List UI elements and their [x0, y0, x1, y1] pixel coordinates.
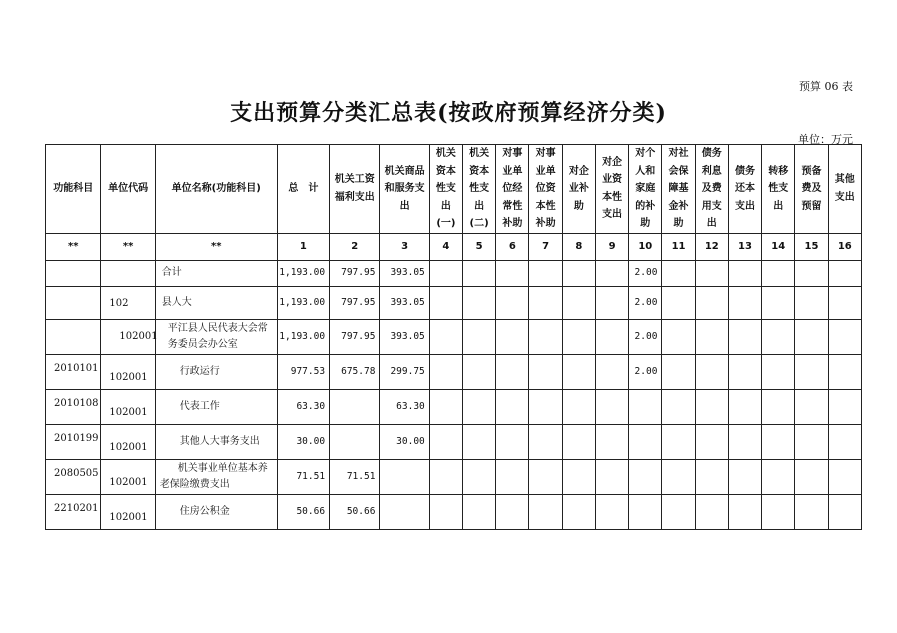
- index-cell: **: [46, 233, 101, 260]
- amount-c14: [762, 494, 795, 529]
- amount-c5: [463, 286, 496, 319]
- amount-c11: [662, 260, 695, 286]
- amount-c9: [595, 389, 628, 424]
- amount-total: 1,193.00: [277, 260, 329, 286]
- amount-c6: [496, 260, 529, 286]
- amount-total: 63.30: [277, 389, 329, 424]
- header-c10: 对个人和家庭的补助: [629, 145, 662, 234]
- amount-c3: 393.05: [380, 319, 429, 354]
- header-unit-name: 单位名称(功能科目): [155, 145, 277, 234]
- amount-c14: [762, 260, 795, 286]
- table-row: [46, 319, 862, 354]
- amount-c9: [595, 424, 628, 459]
- amount-c4: [429, 260, 462, 286]
- header-row: [46, 145, 862, 234]
- amount-c2: [330, 424, 380, 459]
- amount-c13: [728, 389, 761, 424]
- unit-label: 单位：万元: [798, 133, 853, 146]
- unit-code: 102001: [109, 476, 148, 488]
- unit-code: 102001: [109, 441, 148, 453]
- amount-c2: 797.95: [330, 260, 380, 286]
- amount-c16: [828, 459, 861, 494]
- func-code-cell: [46, 494, 101, 529]
- func-code: 2210201: [54, 502, 99, 514]
- func-code-cell: [46, 389, 101, 424]
- amount-c6: [496, 319, 529, 354]
- amount-c5: [463, 424, 496, 459]
- amount-c15: [795, 319, 828, 354]
- header-unit-code: 单位代码: [101, 145, 155, 234]
- amount-c12: [695, 494, 728, 529]
- func-code: 2080505: [54, 467, 99, 479]
- amount-c2: 675.78: [330, 354, 380, 389]
- func-code: 2010108: [54, 397, 99, 409]
- amount-c6: [496, 389, 529, 424]
- amount-c12: [695, 319, 728, 354]
- index-cell: 9: [595, 233, 628, 260]
- unit-name-cell: 其他人大事务支出: [155, 424, 277, 459]
- amount-c5: [463, 260, 496, 286]
- amount-c10: 2.00: [629, 260, 662, 286]
- index-cell: 16: [828, 233, 861, 260]
- unit-code-cell: [101, 424, 155, 459]
- header-c8: 对企业补助: [562, 145, 595, 234]
- header-c5: 机关资本性支出(二): [463, 145, 496, 234]
- amount-c11: [662, 389, 695, 424]
- amount-c3: [380, 459, 429, 494]
- amount-c14: [762, 319, 795, 354]
- unit-code: 102: [109, 297, 129, 309]
- index-cell: 7: [529, 233, 562, 260]
- amount-c16: [828, 354, 861, 389]
- amount-c8: [562, 354, 595, 389]
- func-code-cell: [46, 459, 101, 494]
- header-c14: 转移性支出: [762, 145, 795, 234]
- amount-c7: [529, 424, 562, 459]
- header-c15: 预备费及预留: [795, 145, 828, 234]
- amount-c16: [828, 319, 861, 354]
- table-row: [46, 459, 862, 494]
- index-cell: 1: [277, 233, 329, 260]
- amount-c16: [828, 424, 861, 459]
- func-code: 2010199: [54, 432, 99, 444]
- func-code-cell: [46, 286, 101, 319]
- amount-total: 71.51: [277, 459, 329, 494]
- amount-c5: [463, 459, 496, 494]
- amount-c6: [496, 459, 529, 494]
- unit-code: 102001: [109, 371, 148, 383]
- amount-c3: 393.05: [380, 260, 429, 286]
- amount-c16: [828, 494, 861, 529]
- amount-c4: [429, 424, 462, 459]
- amount-c9: [595, 459, 628, 494]
- header-c7: 对事业单位资本性补助: [529, 145, 562, 234]
- amount-c8: [562, 494, 595, 529]
- header-c13: 债务还本支出: [728, 145, 761, 234]
- index-cell: 11: [662, 233, 695, 260]
- amount-c4: [429, 459, 462, 494]
- amount-c12: [695, 459, 728, 494]
- amount-c4: [429, 389, 462, 424]
- header-c2: 机关工资福利支出: [330, 145, 380, 234]
- amount-c15: [795, 389, 828, 424]
- amount-total: 977.53: [277, 354, 329, 389]
- amount-c13: [728, 319, 761, 354]
- index-row: [46, 233, 862, 260]
- amount-c14: [762, 389, 795, 424]
- unit-name-cell: 平江县人民代表大会常务委员会办公室: [155, 319, 277, 354]
- amount-c15: [795, 260, 828, 286]
- amount-c9: [595, 494, 628, 529]
- unit-code-cell: [101, 286, 155, 319]
- amount-c2: 797.95: [330, 286, 380, 319]
- amount-c3: 299.75: [380, 354, 429, 389]
- unit-code: 102001: [109, 511, 148, 523]
- amount-c11: [662, 354, 695, 389]
- unit-code: 102001: [119, 330, 158, 342]
- unit-code-cell: [101, 260, 155, 286]
- amount-c13: [728, 286, 761, 319]
- amount-c10: 2.00: [629, 286, 662, 319]
- amount-c14: [762, 286, 795, 319]
- amount-c7: [529, 494, 562, 529]
- amount-c6: [496, 354, 529, 389]
- amount-c13: [728, 260, 761, 286]
- amount-c7: [529, 459, 562, 494]
- amount-c4: [429, 286, 462, 319]
- amount-c13: [728, 494, 761, 529]
- index-cell: **: [101, 233, 155, 260]
- amount-c14: [762, 354, 795, 389]
- func-code-cell: [46, 319, 101, 354]
- amount-c6: [496, 286, 529, 319]
- unit-code-cell: [101, 494, 155, 529]
- amount-c10: 2.00: [629, 319, 662, 354]
- amount-c7: [529, 319, 562, 354]
- amount-c16: [828, 286, 861, 319]
- unit-code-cell: [101, 319, 158, 354]
- header-c6: 对事业单位经常性补助: [496, 145, 529, 234]
- unit-code: 102001: [109, 406, 148, 418]
- table-row: [46, 286, 862, 319]
- amount-c13: [728, 354, 761, 389]
- index-cell: 15: [795, 233, 828, 260]
- amount-c11: [662, 319, 695, 354]
- amount-c15: [795, 286, 828, 319]
- header-c4: 机关资本性支出(一): [429, 145, 462, 234]
- amount-total: 30.00: [277, 424, 329, 459]
- amount-c2: 50.66: [330, 494, 380, 529]
- amount-c7: [529, 286, 562, 319]
- index-cell: 8: [562, 233, 595, 260]
- header-c12: 债务利息及费用支出: [695, 145, 728, 234]
- amount-c5: [463, 389, 496, 424]
- unit-code-cell: [101, 354, 155, 389]
- amount-c11: [662, 286, 695, 319]
- func-code-cell: [46, 424, 101, 459]
- amount-c10: 2.00: [629, 354, 662, 389]
- amount-c12: [695, 424, 728, 459]
- form-number: 预算 06 表: [799, 80, 853, 93]
- unit-name-cell: 县人大: [155, 286, 277, 319]
- amount-c7: [529, 389, 562, 424]
- amount-total: 50.66: [277, 494, 329, 529]
- table-row: [46, 260, 862, 286]
- amount-c10: [629, 494, 662, 529]
- index-cell: 3: [380, 233, 429, 260]
- index-cell: 14: [762, 233, 795, 260]
- header-func-code: 功能科目: [46, 145, 101, 234]
- amount-c13: [728, 459, 761, 494]
- amount-c8: [562, 319, 595, 354]
- unit-name-cell: 代表工作: [155, 389, 277, 424]
- header-total: 总 计: [277, 145, 329, 234]
- amount-c8: [562, 389, 595, 424]
- unit-name-cell: 机关事业单位基本养老保险缴费支出: [155, 459, 277, 494]
- amount-c3: [380, 494, 429, 529]
- amount-c11: [662, 424, 695, 459]
- amount-c3: 30.00: [380, 424, 429, 459]
- unit-name-cell: 合计: [155, 260, 277, 286]
- amount-c5: [463, 354, 496, 389]
- amount-c8: [562, 459, 595, 494]
- amount-c9: [595, 354, 628, 389]
- amount-c3: 63.30: [380, 389, 429, 424]
- amount-c12: [695, 260, 728, 286]
- index-cell: **: [155, 233, 277, 260]
- unit-code-cell: [101, 459, 155, 494]
- amount-c14: [762, 424, 795, 459]
- header-c3: 机关商品和服务支出: [380, 145, 429, 234]
- page-title: 支出预算分类汇总表(按政府预算经济分类): [230, 100, 667, 126]
- index-cell: 13: [728, 233, 761, 260]
- amount-c9: [595, 319, 628, 354]
- amount-c12: [695, 389, 728, 424]
- amount-total: 1,193.00: [277, 286, 329, 319]
- unit-name-cell: 行政运行: [155, 354, 277, 389]
- header-c16: 其他支出: [828, 145, 861, 234]
- amount-c6: [496, 424, 529, 459]
- index-cell: 2: [330, 233, 380, 260]
- amount-c16: [828, 389, 861, 424]
- amount-c15: [795, 459, 828, 494]
- amount-c2: 71.51: [330, 459, 380, 494]
- index-cell: 10: [629, 233, 662, 260]
- index-cell: 4: [429, 233, 462, 260]
- amount-total: 1,193.00: [277, 319, 329, 354]
- amount-c14: [762, 459, 795, 494]
- amount-c2: 797.95: [330, 319, 380, 354]
- amount-c4: [429, 354, 462, 389]
- amount-c13: [728, 424, 761, 459]
- func-code-cell: [46, 354, 101, 389]
- amount-c2: [330, 389, 380, 424]
- table-row: [46, 494, 862, 529]
- amount-c7: [529, 260, 562, 286]
- amount-c8: [562, 286, 595, 319]
- amount-c4: [429, 494, 462, 529]
- amount-c10: [629, 389, 662, 424]
- amount-c15: [795, 354, 828, 389]
- amount-c9: [595, 286, 628, 319]
- header-c11: 对社会保障基金补助: [662, 145, 695, 234]
- amount-c7: [529, 354, 562, 389]
- table-row: [46, 354, 862, 389]
- amount-c5: [463, 319, 496, 354]
- index-cell: 6: [496, 233, 529, 260]
- amount-c9: [595, 260, 628, 286]
- index-cell: 5: [463, 233, 496, 260]
- amount-c5: [463, 494, 496, 529]
- unit-code-cell: [101, 389, 155, 424]
- amount-c8: [562, 260, 595, 286]
- amount-c8: [562, 424, 595, 459]
- header-c9: 对企业资本性支出: [595, 145, 628, 234]
- table-row: [46, 389, 862, 424]
- amount-c15: [795, 424, 828, 459]
- amount-c12: [695, 286, 728, 319]
- amount-c15: [795, 494, 828, 529]
- amount-c6: [496, 494, 529, 529]
- table-row: [46, 424, 862, 459]
- func-code: 2010101: [54, 362, 99, 374]
- budget-table: [45, 144, 862, 530]
- index-cell: 12: [695, 233, 728, 260]
- amount-c11: [662, 494, 695, 529]
- amount-c10: [629, 459, 662, 494]
- func-code-cell: [46, 260, 101, 286]
- amount-c12: [695, 354, 728, 389]
- amount-c16: [828, 260, 861, 286]
- amount-c11: [662, 459, 695, 494]
- amount-c10: [629, 424, 662, 459]
- amount-c4: [429, 319, 462, 354]
- amount-c3: 393.05: [380, 286, 429, 319]
- unit-name-cell: 住房公积金: [155, 494, 277, 529]
